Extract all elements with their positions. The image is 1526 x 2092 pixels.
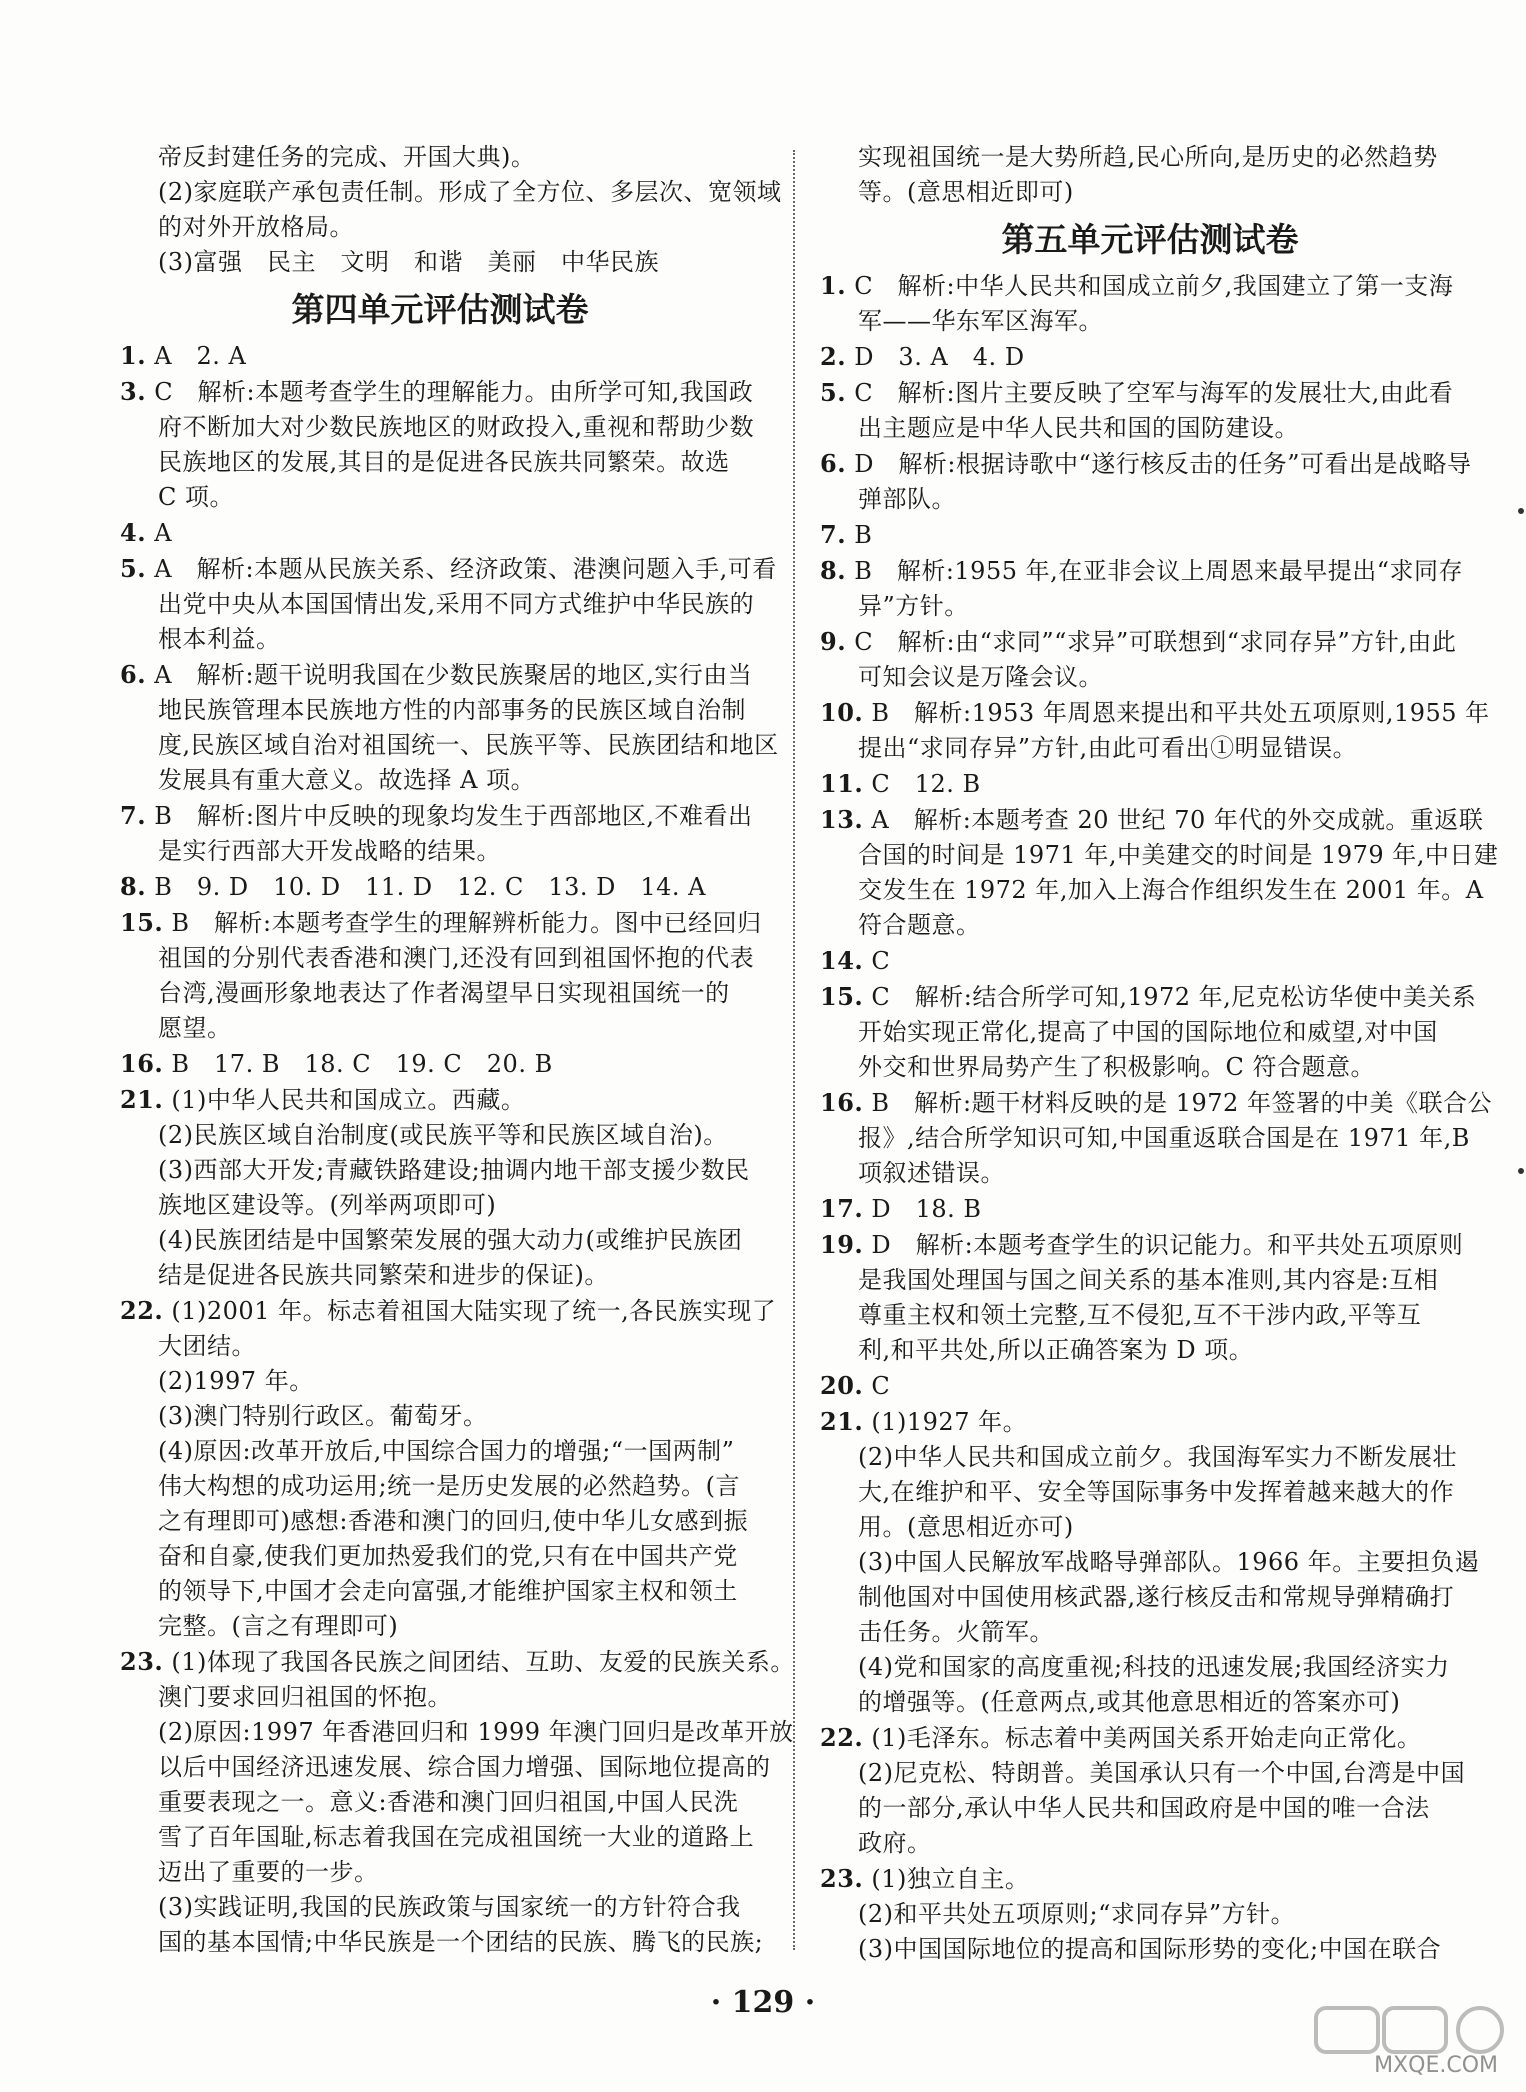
answer-text: 之有理即可)感想:香港和澳门的回归,使中华儿女感到振 [158, 1507, 749, 1535]
answer-text: C [863, 947, 891, 975]
question-number: 21. [120, 1085, 164, 1114]
answer-line [820, 553, 1480, 589]
column-divider [793, 150, 795, 1950]
section-title: 第五单元评估测试卷 [1001, 220, 1299, 259]
answer-line [120, 1504, 760, 1539]
answer-text: D 解析:本题考查学生的识记能力。和平共处五项原则 [863, 1231, 1464, 1259]
answer-text: (1)1927 年。 [863, 1408, 1028, 1436]
answer-line [820, 1085, 1492, 1121]
answer-text: (3)中国人民解放军战略导弹部队。1966 年。主要担负遏 [858, 1548, 1480, 1576]
page-number: · 129 · [710, 1985, 816, 2020]
answer-text: 民族地区的发展,其目的是促进各民族共同繁荣。故选 [158, 448, 730, 476]
question-number: 15. [120, 908, 164, 937]
answer-text: B 17. B 18. C 19. C 20. B [163, 1050, 553, 1078]
answer-line [820, 943, 1480, 979]
answer-text: 奋和自豪,使我们更加热爱我们的党,只有在中国共产党 [158, 1542, 738, 1570]
answer-line [820, 695, 1490, 731]
answer-line [120, 551, 777, 587]
question-number: 8. [120, 872, 147, 901]
question-number: 3. [120, 377, 147, 406]
answer-text: 可知会议是万隆会议。 [858, 663, 1103, 691]
question-number: 6. [820, 449, 847, 478]
answer-line [820, 1191, 1480, 1227]
answer-text: 尊重主权和领土完整,互不侵犯,互不干涉内政,平等互 [858, 1301, 1422, 1329]
answer-text: C [863, 1372, 891, 1400]
answer-line [820, 411, 1480, 446]
answer-text: 澳门要求回归祖国的怀抱。 [158, 1683, 452, 1711]
answer-line [820, 802, 1484, 838]
answer-text: 度,民族区域自治对祖国统一、民族平等、民族团结和地区 [158, 731, 779, 759]
answer-text: 结是促进各民族共同繁荣和进步的保证)。 [158, 1261, 609, 1289]
answer-line [820, 660, 1480, 695]
answer-line [820, 517, 1480, 553]
answer-line [120, 728, 779, 763]
question-number: 8. [820, 556, 847, 585]
answer-text: (3)富强 民主 文明 和谐 美丽 中华民族 [158, 248, 659, 276]
answer-line [120, 1750, 771, 1785]
answer-line [820, 1475, 1480, 1510]
question-number: 21. [820, 1407, 864, 1436]
question-number: 22. [820, 1723, 864, 1752]
answer-text: A 解析:题干说明我国在少数民族聚居的地区,实行由当 [146, 661, 753, 689]
answer-line [120, 869, 760, 905]
answer-line [820, 1333, 1480, 1368]
answer-text: 异”方针。 [858, 592, 969, 620]
answer-line [120, 1680, 760, 1715]
answer-text: 交发生在 1972 年,加入上海合作组织发生在 2001 年。A [858, 876, 1484, 904]
answer-line [820, 838, 1499, 873]
answer-line [120, 1574, 760, 1609]
answer-line [120, 1329, 760, 1364]
answer-line [820, 1685, 1480, 1720]
answer-text: 制他国对中国使用核武器,遂行核反击和常规导弹精确打 [858, 1583, 1455, 1611]
answer-line [120, 338, 760, 374]
answer-text: 等。(意思相近即可) [858, 178, 1074, 206]
answer-text: 迈出了重要的一步。 [158, 1858, 379, 1886]
answer-line [820, 1756, 1480, 1791]
answer-text: 符合题意。 [858, 911, 981, 939]
answer-text: A 解析:本题考查 20 世纪 70 年代的外交成就。重返联 [863, 806, 1484, 834]
answer-text: (1)独立自主。 [863, 1865, 1030, 1893]
answer-line [120, 1223, 760, 1258]
answer-text: (2)中华人民共和国成立前夕。我国海军实力不断发展壮 [858, 1443, 1457, 1471]
answer-line [120, 1539, 760, 1574]
answer-text: 的增强等。(任意两点,或其他意思相近的答案亦可) [858, 1688, 1401, 1716]
answer-line [820, 482, 1480, 517]
answer-line [120, 1082, 760, 1118]
answer-text: A 解析:本题从民族关系、经济政策、港澳问题入手,可看 [146, 555, 777, 583]
question-number: 9. [820, 627, 847, 656]
answer-line [820, 1650, 1480, 1685]
answer-line [120, 1293, 777, 1329]
answer-line [120, 1011, 760, 1046]
answer-text: 台湾,漫画形象地表达了作者渴望早日实现祖国统一的 [158, 979, 730, 1007]
answer-line [120, 410, 760, 445]
answer-text: (2)尼克松、特朗普。美国承认只有一个中国,台湾是中国 [858, 1759, 1466, 1787]
answer-text: (2)和平共处五项原则;“求同存异”方针。 [858, 1900, 1296, 1928]
answer-text: (2)1997 年。 [158, 1367, 314, 1395]
answer-text: 族地区建设等。(列举两项即可) [158, 1191, 497, 1219]
question-number: 1. [820, 271, 847, 300]
answer-line [120, 1258, 760, 1293]
answer-line [120, 976, 760, 1011]
answer-text: C 解析:本题考查学生的理解能力。由所学可知,我国政 [146, 378, 754, 406]
answer-line [820, 1015, 1480, 1050]
question-number: 16. [820, 1088, 864, 1117]
answer-text: 根本利益。 [158, 625, 281, 653]
answer-text: 政府。 [858, 1829, 932, 1857]
answer-line [120, 657, 760, 693]
answer-line [820, 1404, 1480, 1440]
answer-line [820, 1227, 1480, 1263]
answer-line [120, 175, 782, 210]
answer-text: 伟大构想的成功运用;统一是历史发展的必然趋势。(言 [158, 1472, 740, 1500]
answer-text: 愿望。 [158, 1014, 232, 1042]
answer-text: D 18. B [863, 1195, 982, 1223]
answer-line [820, 1545, 1480, 1580]
answer-text: 府不断加大对少数民族地区的财政投入,重视和帮助少数 [158, 413, 755, 441]
answer-text: (1)毛泽东。标志着中美两国关系开始走向正常化。 [863, 1724, 1422, 1752]
answer-line [120, 1364, 760, 1399]
answer-line [120, 622, 760, 657]
answer-line [820, 446, 1480, 482]
answer-text: 外交和世界局势产生了积极影响。C 符合题意。 [858, 1053, 1375, 1081]
answer-text: 重要表现之一。意义:香港和澳门回归祖国,中国人民洗 [158, 1788, 739, 1816]
answer-line [820, 1368, 1480, 1404]
answer-line [820, 1440, 1480, 1475]
answer-text: (4)党和国家的高度重视;科技的迅速发展;我国经济实力 [858, 1653, 1450, 1681]
answer-text: 是实行西部大开发战略的结果。 [158, 837, 501, 865]
question-number: 4. [120, 518, 147, 547]
answer-line [120, 245, 760, 280]
answer-line [120, 763, 760, 798]
answer-line [120, 374, 760, 410]
answer-line [120, 1715, 794, 1750]
question-number: 2. [820, 342, 847, 371]
answer-text: A [146, 519, 173, 547]
answer-text: B 9. D 10. D 11. D 12. C 13. D 14. A [146, 873, 707, 901]
answer-text: 的对外开放格局。 [158, 213, 354, 241]
answer-line [820, 140, 1480, 175]
answer-text: B 解析:1955 年,在亚非会议上周恩来最早提出“求同存 [846, 557, 1464, 585]
answer-line [820, 1932, 1480, 1967]
answer-line [120, 1820, 760, 1855]
answer-text: 的一部分,承认中华人民共和国政府是中国的唯一合法 [858, 1794, 1430, 1822]
answer-line [820, 1897, 1480, 1932]
answer-line [820, 766, 1480, 802]
answer-line [820, 731, 1480, 766]
question-number: 5. [820, 378, 847, 407]
answer-line [120, 693, 760, 728]
question-number: 7. [120, 801, 147, 830]
answer-text: A 2. A [146, 342, 247, 370]
answer-text: D 3. A 4. D [846, 343, 1025, 371]
answer-line [820, 1298, 1480, 1333]
answer-text: 大团结。 [158, 1332, 256, 1360]
answer-line [820, 873, 1484, 908]
answer-line [120, 480, 760, 515]
watermark-text: MXQE.COM [1374, 2053, 1498, 2078]
answer-text: (2)家庭联产承包责任制。形成了全方位、多层次、宽领域 [158, 178, 782, 206]
answer-text: (1)中华人民共和国成立。西藏。 [163, 1086, 526, 1114]
answer-line [120, 1434, 760, 1469]
answer-line [820, 339, 1480, 375]
answer-text: 提出“求同存异”方针,由此可看出①明显错误。 [858, 734, 1358, 762]
edge-dot [1518, 508, 1524, 514]
answer-text: C 解析:中华人民共和国成立前夕,我国建立了第一支海 [846, 272, 1454, 300]
answer-line [120, 210, 760, 245]
answer-line [120, 1153, 760, 1188]
answer-text: 大,在维护和平、安全等国际事务中发挥着越来越大的作 [858, 1478, 1455, 1506]
question-number: 6. [120, 660, 147, 689]
question-number: 22. [120, 1296, 164, 1325]
question-number: 5. [120, 554, 147, 583]
question-number: 20. [820, 1371, 864, 1400]
answer-line [120, 445, 760, 480]
answer-line [120, 1046, 760, 1082]
answer-text: 雪了百年国耻,标志着我国在完成祖国统一大业的道路上 [158, 1823, 755, 1851]
answer-text: 报》,结合所学知识可知,中国重返联合国是在 1971 年,B [858, 1124, 1470, 1152]
answer-text: (3)西部大开发;青藏铁路建设;抽调内地干部支援少数民 [158, 1156, 750, 1184]
answer-line [820, 1156, 1480, 1191]
answer-line [120, 515, 760, 551]
question-number: 14. [820, 946, 864, 975]
answer-line [820, 1615, 1480, 1650]
answer-line [120, 798, 760, 834]
answer-text: 祖国的分别代表香港和澳门,还没有回到祖国怀抱的代表 [158, 944, 755, 972]
answer-line [820, 589, 1480, 624]
answer-line [820, 1826, 1480, 1861]
answer-line [120, 1890, 760, 1925]
question-number: 23. [820, 1864, 864, 1893]
answer-line [120, 1855, 760, 1890]
answer-line [820, 1580, 1480, 1615]
answer-line [120, 1118, 760, 1153]
answer-text: 完整。(言之有理即可) [158, 1612, 399, 1640]
answer-line [820, 175, 1480, 210]
answer-text: (3)澳门特别行政区。葡萄牙。 [158, 1402, 488, 1430]
answer-text: 的领导下,中国才会走向富强,才能维护国家主权和领土 [158, 1577, 738, 1605]
answer-line [120, 140, 760, 175]
question-number: 7. [820, 520, 847, 549]
answer-line [820, 1791, 1480, 1826]
answer-line [120, 1469, 760, 1504]
answer-line [820, 1121, 1480, 1156]
question-number: 10. [820, 698, 864, 727]
answer-text: (4)原因:改革开放后,中国综合国力的增强;“一国两制” [158, 1437, 735, 1465]
answer-text: 实现祖国统一是大势所趋,民心所向,是历史的必然趋势 [858, 143, 1438, 171]
answer-line [120, 1188, 760, 1223]
question-number: 19. [820, 1230, 864, 1259]
answer-text: (3)实践证明,我国的民族政策与国家统一的方针符合我 [158, 1893, 741, 1921]
answer-text: C 解析:结合所学可知,1972 年,尼克松访华使中美关系 [863, 983, 1477, 1011]
question-number: 17. [820, 1194, 864, 1223]
answer-line [120, 905, 760, 941]
answer-text: 弹部队。 [858, 485, 956, 513]
answer-text: 开始实现正常化,提高了中国的国际地位和威望,对中国 [858, 1018, 1438, 1046]
answer-text: 用。(意思相近亦可) [858, 1513, 1074, 1541]
answer-text: B [846, 521, 873, 549]
answer-line [820, 1720, 1480, 1756]
answer-line [820, 375, 1480, 411]
answer-line [120, 834, 760, 869]
answer-line [820, 1861, 1480, 1897]
left-column [120, 140, 795, 1960]
answer-line [120, 1925, 764, 1960]
right-column [820, 140, 1499, 1967]
answer-line [820, 1510, 1480, 1545]
answer-text: 击任务。火箭军。 [858, 1618, 1054, 1646]
question-number: 1. [120, 341, 147, 370]
answer-line [120, 941, 760, 976]
answer-line [120, 587, 760, 622]
answer-text: (1)2001 年。标志着祖国大陆实现了统一,各民族实现了 [163, 1297, 777, 1325]
question-number: 23. [120, 1647, 164, 1676]
answer-text: B 解析:题干材料反映的是 1972 年签署的中美《联合公 [863, 1089, 1492, 1117]
answer-text: B 解析:1953 年周恩来提出和平共处五项原则,1955 年 [863, 699, 1490, 727]
answer-line [120, 1644, 795, 1680]
question-number: 11. [820, 769, 864, 798]
answer-text: 是我国处理国与国之间关系的基本准则,其内容是:互相 [858, 1266, 1439, 1294]
answer-text: B 解析:本题考查学生的理解辨析能力。图中已经回归 [163, 909, 762, 937]
answer-text: C 12. B [863, 770, 981, 798]
answer-text: (2)原因:1997 年香港回归和 1999 年澳门回归是改革开放 [158, 1718, 794, 1746]
question-number: 16. [120, 1049, 164, 1078]
answer-text: 军——华东军区海军。 [858, 307, 1103, 335]
answer-text: C 解析:图片主要反映了空军与海军的发展壮大,由此看 [846, 379, 1454, 407]
answer-text: 项叙述错误。 [858, 1159, 1005, 1187]
answer-text: D 解析:根据诗歌中“遂行核反击的任务”可看出是战略导 [846, 450, 1472, 478]
answer-text: (4)民族团结是中国繁荣发展的强大动力(或维护民族团 [158, 1226, 743, 1254]
answer-line [820, 1263, 1480, 1298]
answer-text: 利,和平共处,所以正确答案为 D 项。 [858, 1336, 1254, 1364]
answer-text: (3)中国国际地位的提高和国际形势的变化;中国在联合 [858, 1935, 1442, 1963]
answer-text: B 解析:图片中反映的现象均发生于西部地区,不难看出 [146, 802, 753, 830]
answer-line [120, 1609, 760, 1644]
answer-line [820, 1050, 1480, 1085]
question-number: 13. [820, 805, 864, 834]
answer-text: 出主题应是中华人民共和国的国防建设。 [858, 414, 1299, 442]
answer-text: C 解析:由“求同”“求异”可联想到“求同存异”方针,由此 [846, 628, 1457, 656]
answer-text: 发展具有重大意义。故选择 A 项。 [158, 766, 536, 794]
answer-text: (1)体现了我国各民族之间团结、互助、友爱的民族关系。 [163, 1648, 795, 1676]
answer-line [820, 908, 1480, 943]
answer-text: 国的基本国情;中华民族是一个团结的民族、腾飞的民族; [158, 1928, 764, 1956]
answer-line [120, 1399, 760, 1434]
answer-text: C 项。 [158, 483, 234, 511]
answer-text: (2)民族区域自治制度(或民族平等和民族区域自治)。 [158, 1121, 728, 1149]
answer-text: 以后中国经济迅速发展、综合国力增强、国际地位提高的 [158, 1753, 771, 1781]
answer-line [820, 304, 1480, 339]
answer-line [120, 1785, 760, 1820]
answer-text: 出党中央从本国国情出发,采用不同方式维护中华民族的 [158, 590, 755, 618]
answer-text: 合国的时间是 1971 年,中美建交的时间是 1979 年,中日建 [858, 841, 1499, 869]
answer-text: 地民族管理本民族地方性的内部事务的民族区域自治制 [158, 696, 746, 724]
question-number: 15. [820, 982, 864, 1011]
edge-dot [1518, 1168, 1524, 1174]
answer-text: 帝反封建任务的完成、开国大典)。 [158, 143, 536, 171]
answer-line [820, 268, 1480, 304]
answer-line [820, 979, 1480, 1015]
answer-line [820, 624, 1480, 660]
section-title: 第四单元评估测试卷 [291, 290, 589, 329]
